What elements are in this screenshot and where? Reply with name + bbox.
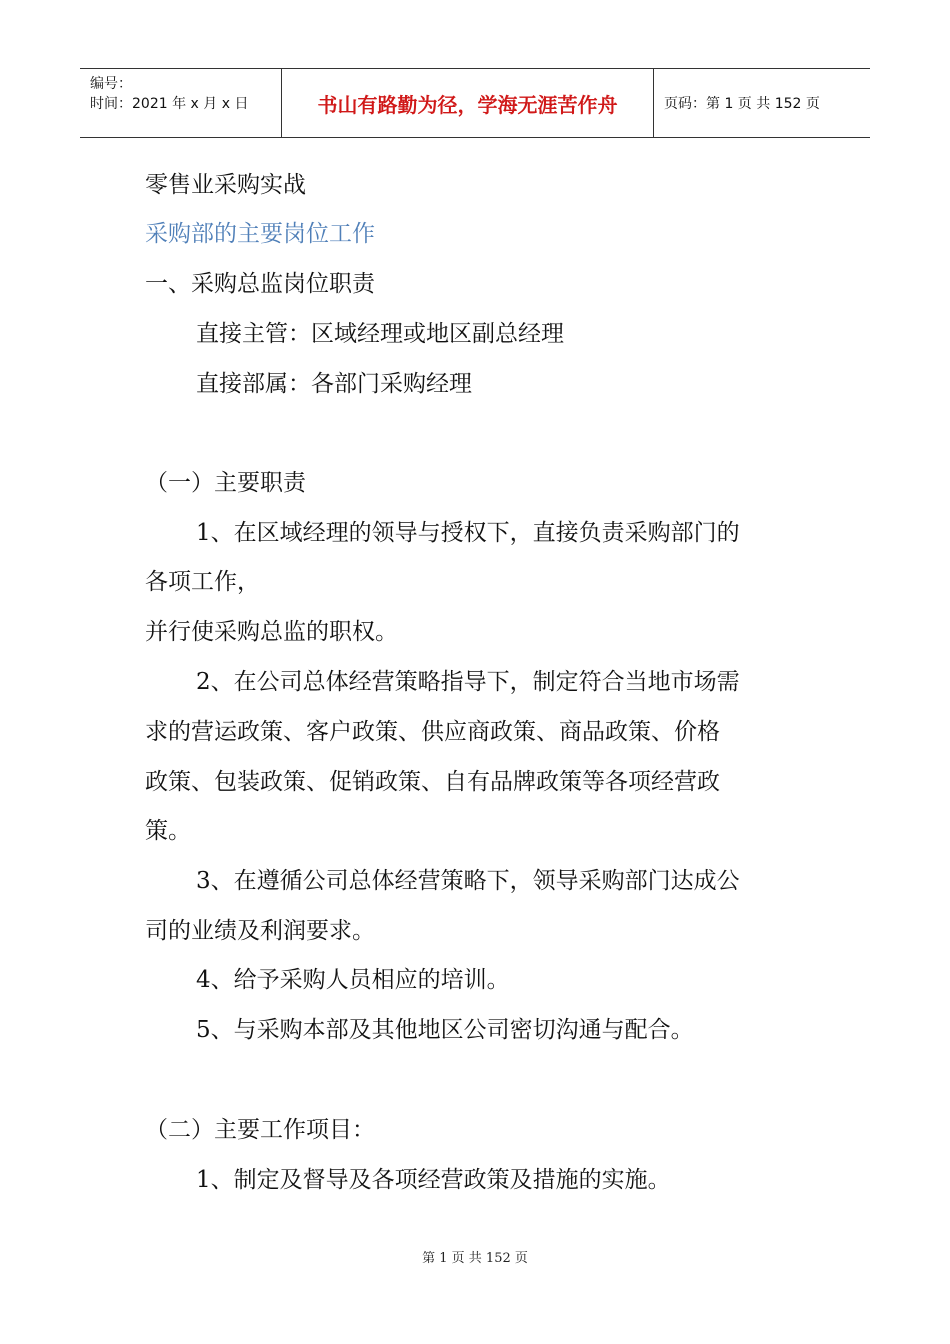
duty-4-line: 4、给予采购人员相应的培训。	[196, 967, 510, 993]
document-header	[80, 68, 870, 138]
number-label: 编号：	[90, 76, 132, 92]
duty-2-line-3: 政策、包装政策、促销政策、自有品牌政策等各项经营政	[145, 769, 720, 795]
duty-2-line-1: 2、在公司总体经营策略指导下，制定符合当地市场需	[196, 669, 740, 695]
duty-3-line-1: 3、在遵循公司总体经营策略下，领导采购部门达成公	[196, 868, 740, 894]
subordinate-line: 直接部属：各部门采购经理	[196, 371, 472, 397]
section-subtitle: 采购部的主要岗位工作	[145, 221, 375, 247]
duty-1-line-3: 并行使采购总监的职权。	[145, 619, 398, 645]
duty-2-line-4: 策。	[145, 818, 191, 844]
supervisor-line: 直接主管：区域经理或地区副总经理	[196, 321, 564, 347]
duty-5-line: 5、与采购本部及其他地区公司密切沟通与配合。	[196, 1017, 694, 1043]
document-title: 零售业采购实战	[145, 172, 306, 198]
work-items-heading: （二）主要工作项目：	[145, 1117, 375, 1143]
work-item-1: 1、制定及督导及各项经营政策及措施的实施。	[196, 1167, 671, 1193]
date-label: 时间：2021 年 x 月 x 日	[90, 96, 249, 112]
header-meta-cell	[80, 69, 282, 137]
duties-heading: （一）主要职责	[145, 470, 306, 496]
section-heading: 一、采购总监岗位职责	[145, 271, 375, 297]
duty-3-line-2: 司的业绩及利润要求。	[145, 918, 375, 944]
header-motto: 书山有路勤为径，学海无涯苦作舟	[282, 69, 654, 137]
duty-1-line-2: 各项工作，	[145, 569, 260, 595]
duty-2-line-2: 求的营运政策、客户政策、供应商政策、商品政策、价格	[145, 719, 720, 745]
page-footer: 第 1 页 共 152 页	[422, 1251, 528, 1266]
duty-1-line-1: 1、在区域经理的领导与授权下，直接负责采购部门的	[196, 520, 740, 546]
header-page-info: 页码：第 1 页 共 152 页	[664, 96, 820, 112]
